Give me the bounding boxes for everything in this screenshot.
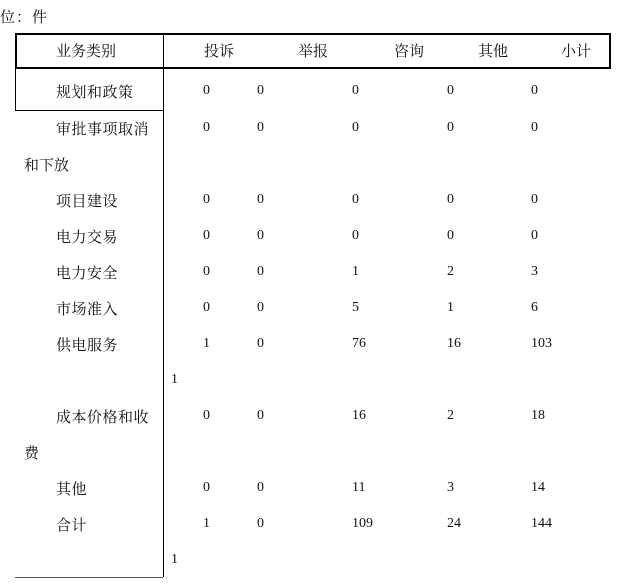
row-category: 审批事项取消 <box>56 120 150 138</box>
row-category: 其他 <box>56 480 88 498</box>
cell-consult: 1 <box>352 264 359 279</box>
cell-subtotal: 3 <box>531 264 538 279</box>
cell-other: 0 <box>447 228 454 243</box>
row-category: 合计 <box>56 516 88 534</box>
cell-other: 2 <box>447 408 454 423</box>
cell-subtotal: 6 <box>531 300 538 315</box>
cell-report: 0 <box>257 480 264 495</box>
cell-consult: 0 <box>352 228 359 243</box>
cell-complaint: 1 <box>203 336 210 351</box>
cell-complaint: 0 <box>203 83 210 98</box>
row-category: 电力安全 <box>56 264 119 282</box>
cell-complaint: 0 <box>203 264 210 279</box>
cell-report: 0 <box>257 83 264 98</box>
cell-complaint: 0 <box>203 480 210 495</box>
row-category: 规划和政策 <box>56 83 134 101</box>
cell-consult: 109 <box>352 516 373 531</box>
cell-consult: 0 <box>352 83 359 98</box>
cell-report: 0 <box>257 264 264 279</box>
cell-consult: 5 <box>352 300 359 315</box>
cell-subtotal: 0 <box>531 192 538 207</box>
cell-subtotal: 0 <box>531 120 538 135</box>
cell-consult: 11 <box>352 480 366 495</box>
cell-other: 16 <box>447 336 461 351</box>
cell-complaint: 0 <box>203 120 210 135</box>
cell-subtotal: 0 <box>531 83 538 98</box>
cell-consult: 76 <box>352 336 366 351</box>
cell-subtotal: 14 <box>531 480 545 495</box>
cell-consult: 0 <box>352 120 359 135</box>
wrapped-digit: 1 <box>171 552 178 567</box>
header-complaint: 投诉 <box>204 42 235 60</box>
cell-report: 0 <box>257 516 264 531</box>
row-category: 项目建设 <box>56 192 119 210</box>
header-other: 其他 <box>478 42 509 60</box>
row-category-wrap: 费 <box>24 444 40 462</box>
cell-report: 0 <box>257 336 264 351</box>
cell-report: 0 <box>257 120 264 135</box>
cell-subtotal: 103 <box>531 336 552 351</box>
cell-consult: 16 <box>352 408 366 423</box>
cell-complaint: 0 <box>203 228 210 243</box>
cell-report: 0 <box>257 408 264 423</box>
row-category-wrap: 和下放 <box>24 156 70 174</box>
row-left-border <box>15 69 16 110</box>
cell-subtotal: 0 <box>531 228 538 243</box>
cell-complaint: 0 <box>203 408 210 423</box>
cell-complaint: 1 <box>203 516 210 531</box>
cell-complaint: 0 <box>203 192 210 207</box>
unit-label: 位：件 <box>0 8 49 26</box>
cell-other: 2 <box>447 264 454 279</box>
row-category: 供电服务 <box>56 336 119 354</box>
wrapped-digit: 1 <box>171 372 178 387</box>
cell-consult: 0 <box>352 192 359 207</box>
column-divider <box>163 33 164 577</box>
cell-other: 0 <box>447 83 454 98</box>
row-divider <box>15 110 163 111</box>
cell-other: 3 <box>447 480 454 495</box>
cell-report: 0 <box>257 192 264 207</box>
cell-other: 1 <box>447 300 454 315</box>
header-report: 举报 <box>298 42 329 60</box>
cell-complaint: 0 <box>203 300 210 315</box>
table-bottom-line <box>15 577 163 578</box>
cell-subtotal: 144 <box>531 516 552 531</box>
header-consult: 咨询 <box>394 42 425 60</box>
row-category: 成本价格和收 <box>56 408 150 426</box>
cell-other: 0 <box>447 192 454 207</box>
cell-report: 0 <box>257 228 264 243</box>
cell-subtotal: 18 <box>531 408 545 423</box>
header-category: 业务类别 <box>56 42 117 60</box>
row-category: 市场准入 <box>56 300 119 318</box>
row-category: 电力交易 <box>56 228 119 246</box>
cell-other: 24 <box>447 516 461 531</box>
header-subtotal: 小计 <box>561 42 592 60</box>
cell-other: 0 <box>447 120 454 135</box>
cell-report: 0 <box>257 300 264 315</box>
